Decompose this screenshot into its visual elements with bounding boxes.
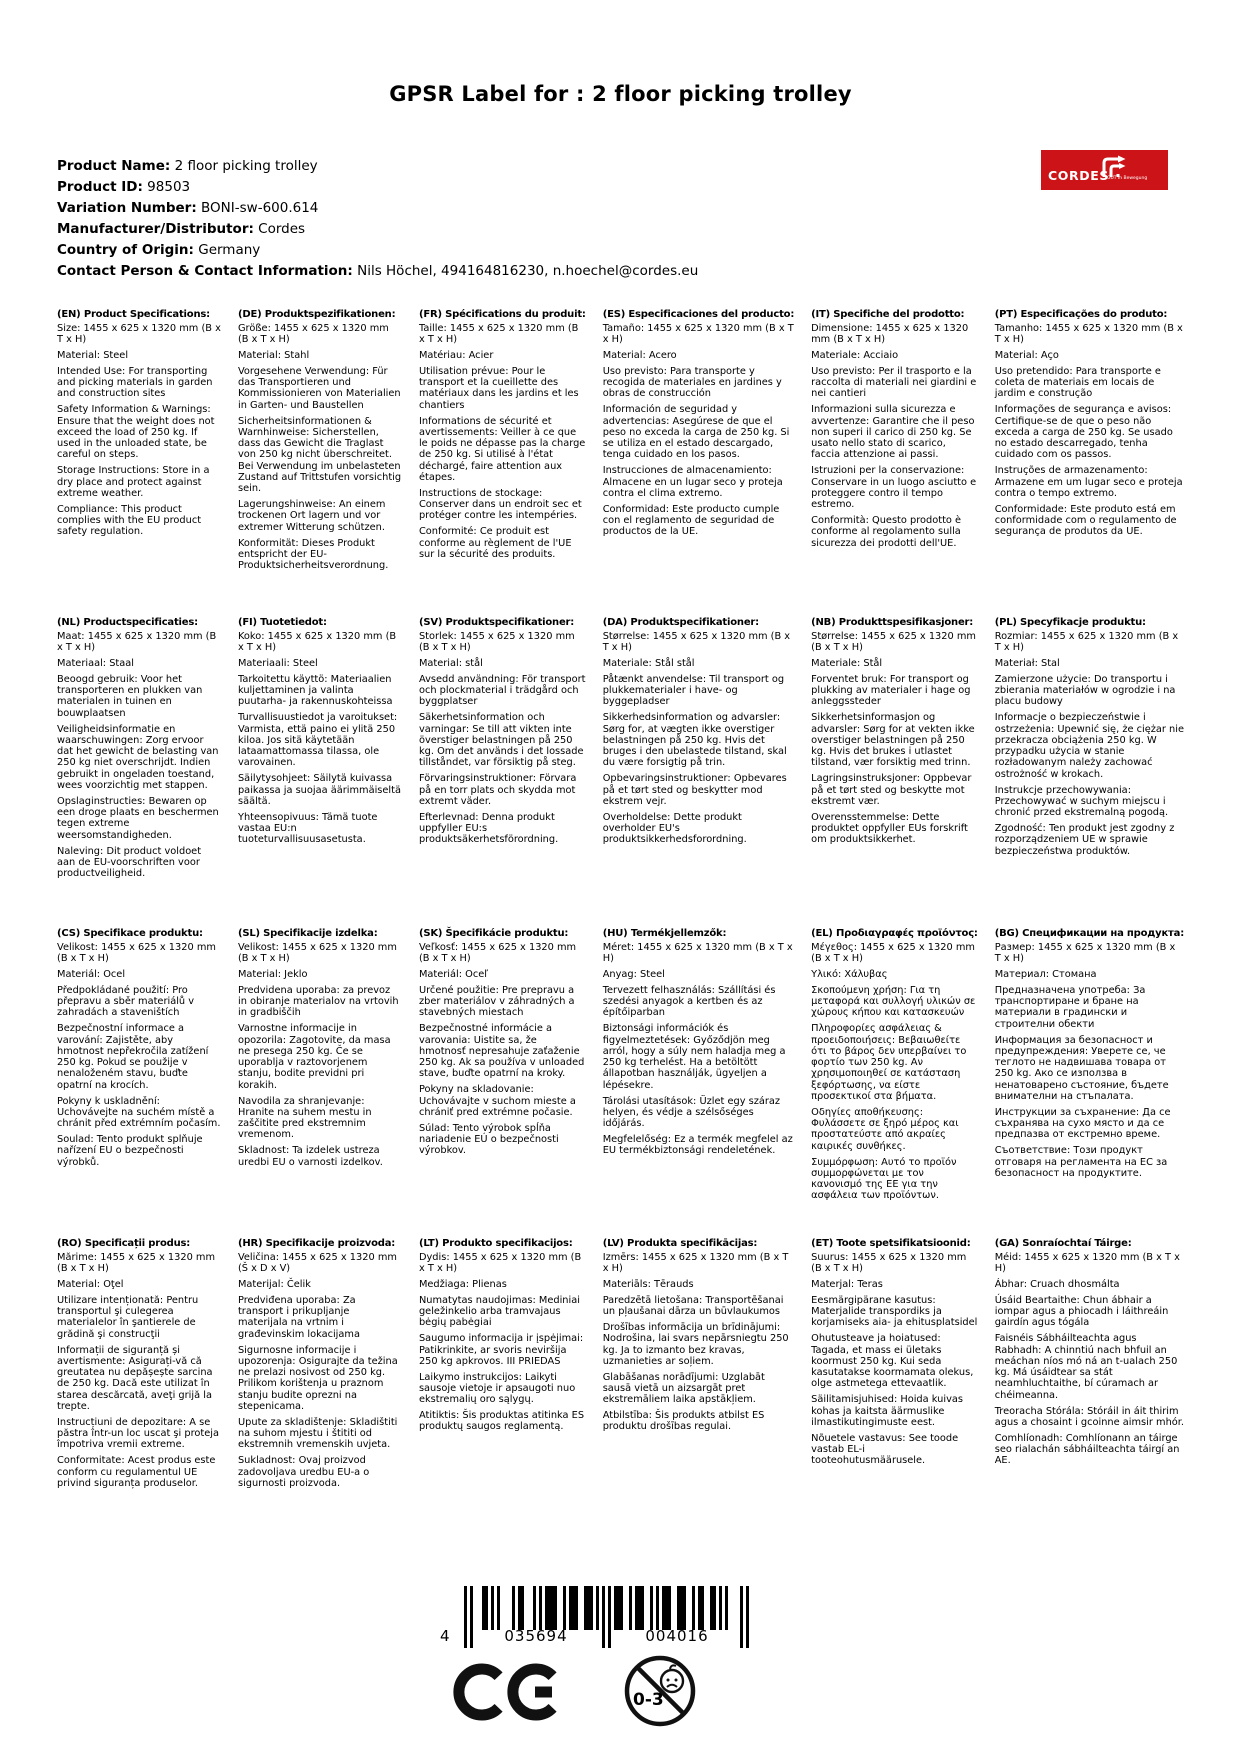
spec-paragraph: Sicherheitsinformationen & Warnhinweise: Sicherstellen, dass das Gewicht die Traglast von 250 kg nicht überschreitet. Bei Verwendung im unbelasteten Zustand auf Trittstufen vorsichtig sein. [237,415,402,495]
product-field [57,156,698,177]
language-block [419,928,586,1161]
spec-paragraph: Sigurnosne informacije i upozorenja: Osigurajte da težina ne prelazi nosivost od 250 kg. Prilikom korištenja u praznom stanju budite oprezni na stepenicama. [237,1344,398,1413]
product-field-label: Country of Origin: [57,242,194,258]
spec-paragraph: Tervezett felhasználás: Szállítási és szedési anyagok a kertben és az építőiparban [602,984,776,1019]
language-block [238,928,402,1172]
language-block [811,309,978,553]
spec-paragraph: Safety Information & Warnings: Ensure that the weight does not exceed the load of 250 kg. If used in the unloaded state, be careful on steps. [57,404,215,461]
language-block [811,1238,978,1471]
product-info [57,156,698,282]
language-block [238,1238,402,1494]
spec-paragraph: Sikkerhedsinformation og advarsler: Sørg for, at vægten ikke overstiger belastningen på 250 kg. Hvis det bruges i den ubelastede tilstand, skal du være forsigtig på trin. [602,712,787,769]
spec-paragraph: Conformidad: Este producto cumple con el reglamento de seguridad de productos de la UE. [602,503,780,538]
spec-paragraph: Materiāls: Tērauds [602,1279,694,1291]
spec-paragraph: Informações de segurança e avisos: Certifique-se de que o peso não exceda a carga de 250 kg. Se usado no estado descarregado, tenha cuidado com os passos. [994,404,1173,461]
spec-paragraph: Размер: 1455 x 625 x 1320 mm (B x T x H) [994,942,1176,965]
language-block [603,309,794,542]
spec-paragraph: Opslaginstructies: Bewaren op een droge plaats en beschermen tegen extreme weersomstandigheden. [57,795,219,841]
product-field-label: Manufacturer/Distributor: [57,221,254,237]
spec-paragraph: Instrucciones de almacenamiento: Almacene en un lugar seco y proteja contra el clima extremo. [602,465,783,499]
spec-paragraph: Lagringsinstruksjoner: Oppbevar på et tørt sted og beskytte mot ekstremt vær. [811,773,972,807]
language-block [419,617,586,850]
spec-paragraph: Konformität: Dieses Produkt entspricht der EU-Produktsicherheitsverordnung. [237,537,389,572]
spec-paragraph: Zamierzone użycie: Do transportu i zbierania materiałów w ogrodzie i na placu budowy [994,673,1176,708]
product-field-label: Contact Person & Contact Information: [57,263,353,279]
language-block-title: (ET) Toote spetsifikatsioonid: [811,1238,978,1250]
spec-paragraph: Atbilstība: Šis produkts atbilst ES produktu drošības regulai. [602,1410,765,1433]
spec-paragraph: Bezpečnostní informace a varování: Zajistěte, aby hmotnost nepřekročila zatížení 250 kg. Pokud se použije v nenaloženém stavu, buďte opatrní na krocích. [57,1023,209,1091]
ce-mark-icon [452,1662,570,1722]
spec-paragraph: Velikost: 1455 x 625 x 1320 mm (B x T x H) [57,942,216,965]
spec-paragraph: Compliance: This product complies with the EU product safety regulation. [57,503,202,538]
spec-paragraph: Съответствие: Този продукт отговаря на регламента на ЕС за безопасност на продуктите. [994,1145,1168,1179]
language-block-title: (HR) Specifikacije proizvoda: [238,1238,402,1250]
spec-paragraph: Säilytysohjeet: Säilytä kuivassa paikassa ja suojaa äärimmäiseltä säältä. [237,773,401,807]
language-block-title: (RO) Specificații produs: [57,1238,221,1250]
spec-paragraph: Méid: 1455 x 625 x 1320 mm (B x T x H) [994,1252,1180,1275]
spec-paragraph: Información de seguridad y advertencias: Asegúrese de que el peso no exceda la carga de 250 kg. Si se utiliza en el estado descargado, tenga cuidado en los pasos. [602,404,790,461]
language-block-title: (FR) Spécifications du produit: [418,309,586,320]
product-field [57,177,698,198]
spec-paragraph: Numatytas naudojimas: Mediniai geležinkelio arba tramvajaus bėgių pabėgiai [418,1294,580,1329]
cordes-logo-tagline: GUT in Bewegung [1107,176,1148,181]
product-field-label: Variation Number: [57,200,197,216]
spec-paragraph: Μέγεθος: 1455 x 625 x 1320 mm (B x T x H) [811,942,975,965]
spec-paragraph: Υλικό: Χάλυβας [811,969,888,981]
spec-paragraph: Conformidade: Este produto está em conformidade com o regulamento de segurança de produtos da UE. [994,503,1177,538]
spec-paragraph: Material: Aço [994,350,1059,362]
language-block-title: (EL) Προδιαγραφές προϊόντος: [811,928,978,939]
spec-paragraph: Materiale: Stål stål [602,658,695,670]
spec-paragraph: Veličina: 1455 x 625 x 1320 mm (Š x D x V) [237,1252,397,1275]
spec-paragraph: Medžiaga: Plienas [418,1279,507,1291]
spec-paragraph: Dimensione: 1455 x 625 x 1320 mm (B x T x H) [811,323,969,346]
spec-paragraph: Conformitate: Acest produs este conform cu regulamentul UE privind siguranța produselor. [57,1455,216,1489]
spec-paragraph: Påtænkt anvendelse: Til transport og plukkematerialer i have- og byggepladser [602,673,785,708]
spec-paragraph: Koko: 1455 x 625 x 1320 mm (B x T x H) [237,631,397,654]
language-block [238,617,402,850]
spec-paragraph: Tárolási utasítások: Üzlet egy száraz helyen, és védje a szélsőséges időjárás. [602,1095,781,1130]
product-field [57,198,698,219]
page-title: GPSR Label for : 2 floor picking trolley [389,82,852,106]
spec-paragraph: Instruções de armazenamento: Armazene em um lugar seco e proteja contra o tempo extremo. [994,465,1183,499]
product-field-value: BONI-sw-600.614 [196,200,319,216]
spec-paragraph: Utilisation prévue: Pour le transport et la cueillette des matériaux dans les jardins et les chantiers [418,365,579,411]
spec-paragraph: Größe: 1455 x 625 x 1320 mm (B x T x H) [237,323,389,346]
spec-paragraph: Säkerhetsinformation och varningar: Se till att vikten inte överstiger belastningen på 250 kg. Om det används i det lossade tillståndet, var försiktig på steg. [418,712,584,769]
cordes-logo [1041,150,1168,190]
language-block-title: (DE) Produktspezifikationen: [238,309,402,321]
spec-paragraph: Предназначена употреба: За транспортиране и бране на материали в градински и строителни обекти [994,984,1146,1030]
language-block-title: (PL) Specyfikacje produktu: [995,617,1184,629]
spec-paragraph: Izmērs: 1455 x 625 x 1320 mm (B x T x H) [602,1252,789,1275]
spec-paragraph: Πληροφορίες ασφάλειας & προειδοποιήσεις: Βεβαιωθείτε ότι το βάρος δεν υπερβαίνει το φορτίο των 250 kg. Αν χρησιμοποιηθεί σε κατάσταση ξεφόρτωσης, να είστε προσεκτικοί στα βήματα. [811,1023,967,1103]
language-block [57,309,221,542]
spec-paragraph: Ábhar: Cruach dhosmálta [994,1279,1120,1291]
spec-paragraph: Rozmiar: 1455 x 625 x 1320 mm (B x T x H) [994,631,1179,654]
spec-paragraph: Size: 1455 x 625 x 1320 mm (B x T x H) [57,323,221,346]
spec-paragraph: Σκοπούμενη χρήση: Για τη μεταφορά και συλλογή υλικών σε χώρους κήπου και κατασκευών [811,984,976,1019]
language-block [603,617,794,850]
spec-paragraph: Drošības informācija un brīdinājumi: Nodrošina, lai svars nepārsniegtu 250 kg. Ja to izmanto bez kravas, uzmanieties ar soļiem. [602,1321,789,1367]
spec-paragraph: Faisnéis Sábháilteachta agus Rabhadh: A chinntiú nach bhfuil an meáchan níos mó ná an t-ualach 250 kg. Má úsáidtear sa stát neamhluchtaithe, bí cúramach ar chéimeanna. [994,1333,1178,1401]
spec-paragraph: Taille: 1455 x 625 x 1320 mm (B x T x H) [418,323,579,346]
spec-paragraph: Instructions de stockage: Conserver dans un endroit sec et protéger contre les intempéries. [418,487,582,522]
language-block-title: (HU) Termékjellemzők: [603,928,794,940]
language-block [603,1238,794,1437]
spec-paragraph: Matériau: Acier [418,350,494,362]
barcode-left-group: 035694 [504,1627,568,1645]
spec-paragraph: Säilitamisjuhised: Hoida kuivas kohas ja kaitsta äärmuslike ilmastikutingimuste eest. [811,1394,963,1428]
spec-paragraph: Dydis: 1455 x 625 x 1320 mm (B x T x H) [418,1252,582,1275]
barcode-right-group: 004016 [645,1627,709,1645]
spec-paragraph: Instrucțiuni de depozitare: A se păstra într-un loc uscat şi proteja împotriva vremii extreme. [57,1416,219,1451]
spec-paragraph: Navodila za shranjevanje: Hranite na suhem mestu in zaščitite pred ekstremnim vremenom. [237,1095,372,1141]
spec-paragraph: Istruzioni per la conservazione: Conservare in un luogo asciutto e proteggere contro il tempo estremo. [811,465,977,511]
spec-paragraph: Størrelse: 1455 x 625 x 1320 mm (B x T x H) [811,631,976,654]
language-block [995,617,1184,861]
spec-paragraph: Materiál: Oceľ [418,969,488,981]
spec-paragraph: Conformité: Ce produit est conforme au règlement de l'UE sur la sécurité des produits. [418,526,572,560]
language-block [995,928,1184,1184]
spec-paragraph: Uso previsto: Para transporte y recogida de materiales en jardines y obras de construcción [602,365,782,400]
language-block-title: (LV) Produkta specifikācijas: [603,1238,794,1250]
spec-paragraph: Lagerungshinweise: An einem trockenen Ort lagern und vor extremer Witterung schützen. [237,499,386,533]
spec-paragraph: Material: Stahl [237,350,310,362]
spec-paragraph: Förvaringsinstruktioner: Förvara på en torr plats och skydda mot extremt väder. [418,773,577,807]
spec-paragraph: Avsedd användning: För transport och plockmaterial i trädgård och byggplatser [418,673,586,708]
spec-paragraph: Velikost: 1455 x 625 x 1320 mm (B x T x H) [237,942,397,965]
language-block-title: (LT) Produkto specifikacijos: [419,1238,586,1250]
spec-paragraph: Tamanho: 1455 x 625 x 1320 mm (B x T x H) [994,323,1183,346]
spec-paragraph: Uso pretendido: Para transporte e coleta de materiais em locais de jardim e construção [994,365,1161,400]
spec-paragraph: Megfelelőség: Ez a termék megfelel az EU termékbiztonsági rendeletének. [602,1133,793,1157]
spec-paragraph: Sikkerhetsinformasjon og advarsler: Sørg for at vekten ikke overstiger belastningen på 250 kg. Hvis det brukes i utlastet tilstand, vær forsiktig med trinn. [811,712,975,769]
spec-paragraph: Veľkosť: 1455 x 625 x 1320 mm (B x T x H) [418,942,577,965]
spec-paragraph: Material: Acero [602,350,677,362]
spec-paragraph: Glabāšanas norādījumi: Uzglabāt sausā vietā un aizsargāt pret ekstremāliem laika apstākļiem. [602,1371,765,1406]
spec-paragraph: Sukladnost: Ovaj proizvod zadovoljava uredbu EU-a o sigurnosti proizvoda. [237,1455,370,1489]
spec-paragraph: Uso previsto: Per il trasporto e la raccolta di materiali nei giardini e nei cantieri [811,365,977,400]
spec-paragraph: Predviđena uporaba: Za transport i prikupljanje materijala na vrtnim i građevinskim lokacijama [237,1294,360,1340]
spec-paragraph: Συμμόρφωση: Αυτό το προϊόν συμμορφώνεται με τον κανονισμό της ΕΕ για την ασφάλεια των προϊόντων. [811,1156,957,1202]
spec-paragraph: Turvallisuustiedot ja varoitukset: Varmista, että paino ei ylitä 250 kiloa. Jos sitä käytetään lataamattomassa tilassa, ole varovainen. [237,712,398,769]
language-block [995,1238,1184,1471]
spec-paragraph: Skladnost: Ta izdelek ustreza uredbi EU o varnosti izdelkov. [237,1145,383,1168]
spec-paragraph: Overholdelse: Dette produkt overholder EU's produktsikkerhedsforordning. [602,811,747,846]
product-field-value: 98503 [142,179,191,195]
language-block [238,309,402,576]
language-block-title: (FI) Tuotetiedot: [238,617,402,629]
ean13-barcode [438,1586,750,1652]
spec-paragraph: Úsáid Beartaithe: Chun ábhair a iompar agus a phiocadh i láithreáin gairdín agus tógála [994,1294,1169,1329]
cordes-logo-text: CORDES [1048,168,1109,183]
spec-paragraph: Biztonsági információk és figyelmeztetések: Győződjön meg arról, hogy a súly nem haladja meg a 250 kg terhelést. Ha a betöltött állapotban használják, ügyeljen a lépésekre. [602,1023,786,1091]
spec-paragraph: Comhlíonadh: Comhlíonann an táirge seo rialachán sábháilteachta táirgí an AE. [994,1432,1180,1467]
spec-paragraph: Suurus: 1455 x 625 x 1320 mm (B x T x H) [811,1252,967,1275]
spec-paragraph: Predvidena uporaba: za prevoz in obiranje materialov na vrtovih in gradbiščih [237,984,399,1019]
spec-paragraph: Informations de sécurité et avertissements: Veiller à ce que le poids ne dépasse pas la charge de 250 kg. Si utilisé à l'état déchargé, faire attention aux étapes. [418,415,586,484]
language-block [811,928,978,1206]
product-field-label: Product ID: [57,179,143,195]
spec-paragraph: Yhteensopivuus: Tämä tuote vastaa EU:n tuoteturvallisuusasetusta. [237,811,378,846]
spec-paragraph: Conformità: Questo prodotto è conforme al regolamento sulla sicurezza dei prodotti dell'UE. [811,514,962,549]
spec-paragraph: Určené použitie: Pre prepravu a zber materiálov v záhradných a stavebných miestach [418,984,575,1019]
language-block [57,1238,221,1494]
language-block [57,617,221,884]
spec-paragraph: Materiale: Stål [811,658,883,670]
spec-paragraph: Инструкции за съхранение: Да се съхранява на сухо място и да се предпазва от екстремно време. [994,1106,1171,1141]
spec-paragraph: Ohutusteave ja hoiatused: Tagada, et mass ei ületaks koormust 250 kg. Kui seda kasutatakse koormamata olekus, olge astmetega ettevaatlik. [811,1333,974,1390]
spec-paragraph: Atitiktis: Šis produktas atitinka ES produktų saugos reglamentą. [418,1410,585,1433]
spec-paragraph: Materijal: Čelik [237,1279,311,1291]
spec-paragraph: Pokyny na skladovanie: Uchovávajte v suchom mieste a chrániť pred extrémne počasie. [418,1084,576,1118]
language-block-title: (PT) Especificações do produto: [995,309,1184,321]
spec-paragraph: Οδηγίες αποθήκευσης: Φυλάσσετε σε ξηρό μέρος και προστατεύστε από ακραίες καιρικές συνθήκες. [811,1106,959,1152]
language-block [57,928,221,1172]
spec-paragraph: Informații de siguranță și avertismente: Asigurați-vă că greutatea nu depășește sarcina de 250 kg. Dacă este utilizat în starea descărcată, aveţi grijă la trepte. [57,1344,213,1413]
spec-paragraph: Materiaali: Steel [237,658,318,670]
spec-paragraph: Materiaal: Staal [57,658,135,670]
spec-paragraph: Bezpečnostné informácie a varovania: Uistite sa, že hmotnosť nepresahuje zaťaženie 250 kg. Ak sa používa v unloaded stave, buďte opatrní na kroky. [418,1023,585,1080]
spec-paragraph: Mărime: 1455 x 625 x 1320 mm (B x T x H) [57,1252,216,1275]
product-field [57,219,698,240]
product-field [57,240,698,261]
product-field-value: Cordes [253,221,306,237]
language-block-title: (IT) Specifiche del prodotto: [811,309,978,321]
spec-paragraph: Overensstemmelse: Dette produktet oppfyller EUs forskrift om produktsikkerhet. [811,811,968,846]
spec-paragraph: Informacje o bezpieczeństwie i ostrzeżenia: Upewnić się, że ciężar nie przekracza obciążenia 250 kg. W przypadku użycia w stanie rozładowanym należy zachować ostrożność w krokach. [994,712,1184,780]
spec-paragraph: Zgodność: Ten produkt jest zgodny z rozporządzeniem UE w sprawie bezpieczeństwa produktów. [994,822,1175,857]
language-block [995,309,1184,542]
product-field-value: Nils Höchel, 494164816230, n.hoechel@cordes.eu [352,263,699,279]
barcode-left-digit: 4 [440,1627,451,1645]
spec-paragraph: Treoracha Stórála: Stóráil in áit thirim agus a chosaint i gcoinne aimsir mhór. [994,1405,1185,1428]
product-field-value: Germany [193,242,261,258]
spec-paragraph: Anyag: Steel [602,969,665,981]
product-field-label: Product Name: [57,158,171,174]
spec-paragraph: Nõuetele vastavus: See toode vastab EL-i tooteohutusmäärusele. [811,1432,959,1467]
age-warning-label: 0-3 [633,1690,664,1710]
spec-paragraph: Storage Instructions: Store in a dry place and protect against extreme weather. [57,465,210,499]
language-block-title: (NL) Productspecificaties: [57,617,221,629]
spec-paragraph: Material: Jeklo [237,969,308,981]
language-block-title: (SK) Špecifikácie produktu: [419,928,586,940]
language-block [811,617,978,850]
spec-paragraph: Informazioni sulla sicurezza e avvertenze: Garantire che il peso non superi il carico di 250 kg. Se usato nello stato di scarico, faccia attenzione ai passi. [811,404,975,461]
spec-paragraph: Material: Steel [57,350,129,362]
spec-paragraph: Информация за безопасност и предупреждения: Уверете се, че теглото не надвишава товара от 250 kg. Ако се използва в ненатоварено състояние, бъдете внимателни на стъпалата. [994,1034,1169,1103]
spec-paragraph: Paredzētā lietošana: Transportēšanai un pļaušanai dārza un būvlaukumos [602,1294,784,1318]
spec-paragraph: Material: Oţel [57,1279,124,1291]
language-block-title: (ES) Especificaciones del producto: [602,309,795,320]
spec-paragraph: Materiál: Ocel [57,969,126,981]
language-block-title: (NB) Produkttspesifikasjoner: [811,617,978,629]
spec-paragraph: Storlek: 1455 x 625 x 1320 mm (B x T x H) [418,631,575,654]
language-block [419,1238,586,1437]
spec-paragraph: Súlad: Tento výrobok spĺňa nariadenie EÚ o bezpečnosti výrobkov. [418,1122,559,1157]
spec-paragraph: Opbevaringsinstruktioner: Opbevares på et tørt sted og beskytter mod ekstrem vejr. [602,773,787,807]
language-block [419,309,586,565]
language-block-title: (CS) Specifikace produktu: [57,928,221,940]
language-block-title: (DA) Produktspecifikationer: [603,617,794,629]
spec-paragraph: Méret: 1455 x 625 x 1320 mm (B x T x H) [602,942,793,965]
spec-paragraph: Varnostne informacije in opozorila: Zagotovite, da masa ne presega 250 kg. Če se uporablja v raztovorjenem stanju, bodite previdni pri korakih. [237,1023,391,1091]
language-block [603,928,794,1161]
language-block-title: (SV) Produktspecifikationer: [419,617,586,629]
spec-paragraph: Tamaño: 1455 x 625 x 1320 mm (B x T x H) [602,323,794,346]
spec-paragraph: Utilizare intenționată: Pentru transportul şi culegerea materialelor în şantierele de grădină şi construcţii [57,1294,199,1340]
spec-paragraph: Størrelse: 1455 x 625 x 1320 mm (B x T x H) [602,631,791,654]
spec-paragraph: Материал: Стомана [994,969,1097,981]
spec-paragraph: Pokyny k uskladnění: Uchovávejte na suchém místě a chránit před extrémním počasím. [57,1095,221,1130]
spec-paragraph: Maat: 1455 x 625 x 1320 mm (B x T x H) [57,631,217,654]
spec-paragraph: Laikymo instrukcijos: Laikyti sausoje vietoje ir apsaugoti nuo ekstremalių oro sąlygų. [418,1371,576,1406]
spec-paragraph: Eesmärgipärane kasutus: Materjalide transpordiks ja korjamiseks aia- ja ehitusplatsidel [811,1294,978,1329]
language-block-title: (BG) Спецификации на продукта: [994,928,1184,939]
spec-paragraph: Soulad: Tento produkt splňuje nařízení EU o bezpečnosti výrobků. [57,1133,203,1168]
spec-paragraph: Veiligheidsinformatie en waarschuwingen: Zorg ervoor dat het gewicht de belasting van 250 kg niet overschrijdt. Indien gebruikt in ongeladen toestand, wees voorzichtig met stappen. [57,723,219,792]
spec-paragraph: Upute za skladištenje: Skladištiti na suhom mjestu i štititi od ekstremnih vremenskih uvjeta. [237,1416,398,1451]
spec-paragraph: Materiale: Acciaio [811,350,899,362]
spec-paragraph: Instrukcje przechowywania: Przechowywać w suchym miejscu i chronić przed ekstremalną pogodą. [994,784,1169,819]
spec-paragraph: Materiał: Stal [994,658,1060,670]
spec-paragraph: Material: stål [418,658,483,670]
spec-paragraph: Intended Use: For transporting and picking materials in garden and construction sites [57,365,213,400]
language-block-title: (SL) Specifikacije izdelka: [238,928,402,940]
spec-paragraph: Efterlevnad: Denna produkt uppfyller EU:s produktsäkerhetsförordning. [418,811,559,846]
spec-paragraph: Saugumo informacija ir įspėjimai: Patikrinkite, ar svoris neviršija 250 kg apkrovos. III PRIEDAS [418,1333,584,1367]
language-block-title: (GA) Sonraíochtaí Táirge: [995,1238,1184,1250]
spec-paragraph: Materjal: Teras [811,1279,883,1291]
product-field [57,261,698,282]
language-block-title: (EN) Product Specifications: [57,309,221,321]
spec-paragraph: Naleving: Dit product voldoet aan de EU-voorschriften voor productveiligheid. [57,845,202,880]
spec-paragraph: Forventet bruk: For transport og plukking av materialer i hage og anleggssteder [811,673,971,708]
spec-paragraph: Tarkoitettu käyttö: Materiaalien kuljettaminen ja valinta puutarha- ja rakennuskohteissa [237,673,393,708]
spec-paragraph: Vorgesehene Verwendung: Für das Transportieren und Kommissionieren von Materialien in Garten- und Baustellen [237,365,401,411]
spec-paragraph: Předpokládané použití: Pro přepravu a sběr materiálů v zahradách a staveništích [57,984,195,1019]
product-field-value: 2 floor picking trolley [170,158,318,174]
language-blocks [57,309,1184,1494]
spec-paragraph: Beoogd gebruik: Voor het transporteren en plukken van materialen in tuinen en bouwplaatsen [57,673,203,719]
